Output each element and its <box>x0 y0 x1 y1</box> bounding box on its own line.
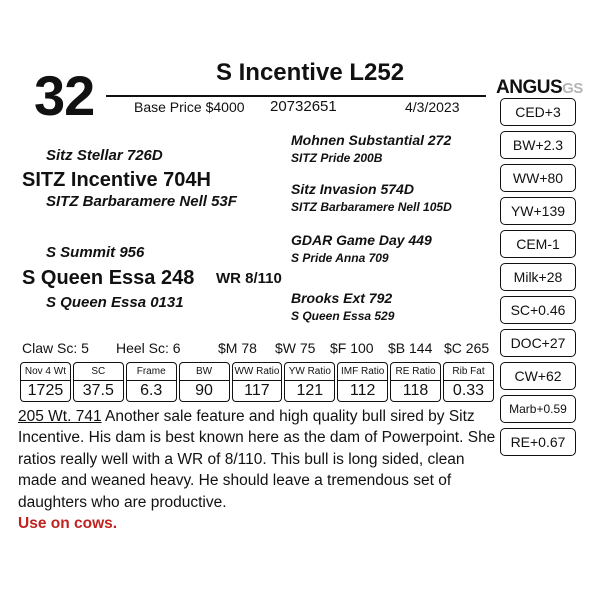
description-text: Another sale feature and high quality bull sired by Sitz Incentive. His dam is best known here as the dam of Powerpoint. She ratios really well with a WR of 8/110. This bull is long sided, clean made and weaned heavy. He should leave a tremendous set of daughters who are productive. <box>18 408 496 511</box>
lot-number: 32 <box>34 64 95 127</box>
value-cell: 0.33 <box>443 381 494 402</box>
epd-sc: SC+0.46 <box>500 296 576 324</box>
pedigree-right-name: Brooks Ext 792 <box>291 290 393 306</box>
performance-table <box>18 362 496 402</box>
index-w: $W 75 <box>275 340 316 356</box>
heel-score: Heel Sc: 6 <box>116 340 181 356</box>
pedigree-right-sub: SITZ Barbaramere Nell 105D <box>291 200 452 214</box>
epd-cw: CW+62 <box>500 362 576 390</box>
epd-yw: YW+139 <box>500 197 576 225</box>
performance-header-row <box>20 362 494 381</box>
title-divider <box>106 95 486 97</box>
pedigree-right-name: Sitz Invasion 574D <box>291 181 414 197</box>
index-c: $C 265 <box>444 340 490 356</box>
index-f: $F 100 <box>330 340 374 356</box>
header-cell: Nov 4 Wt <box>20 362 71 381</box>
pedigree-right-name: GDAR Game Day 449 <box>291 232 432 248</box>
header-cell: WW Ratio <box>232 362 283 381</box>
value-cell: 118 <box>390 381 441 402</box>
sire: SITZ Incentive 704H <box>22 169 211 191</box>
index-b: $B 144 <box>388 340 433 356</box>
value-cell: 117 <box>232 381 283 402</box>
epd-column <box>500 98 578 461</box>
header-cell: RE Ratio <box>390 362 441 381</box>
description <box>18 406 496 534</box>
epd-cem: CEM-1 <box>500 230 576 258</box>
header-cell: SC <box>73 362 124 381</box>
value-cell: 37.5 <box>73 381 124 402</box>
bull-name: S Incentive L252 <box>215 59 405 86</box>
use-recommendation: Use on cows. <box>18 514 118 532</box>
value-cell: 6.3 <box>126 381 177 402</box>
weaning-ratio: WR 8/110 <box>216 270 282 287</box>
epd-bw: BW+2.3 <box>500 131 576 159</box>
header-cell: Frame <box>126 362 177 381</box>
dam-dam: S Queen Essa 0131 <box>46 294 184 311</box>
value-cell: 112 <box>337 381 388 402</box>
pedigree-right-sub: S Pride Anna 709 <box>291 251 389 265</box>
pedigree-right-sub: S Queen Essa 529 <box>291 309 395 323</box>
index-m: $M 78 <box>218 340 257 356</box>
header-cell: Rib Fat <box>443 362 494 381</box>
epd-ww: WW+80 <box>500 164 576 192</box>
dam: S Queen Essa 248 <box>22 267 195 289</box>
epd-milk: Milk+28 <box>500 263 576 291</box>
angus-gs-logo: ANGUSGS <box>496 77 583 98</box>
epd-ced: CED+3 <box>500 98 576 126</box>
header-cell: IMF Ratio <box>337 362 388 381</box>
value-cell: 90 <box>179 381 230 402</box>
registration-number: 20732651 <box>270 98 337 115</box>
performance-value-row <box>20 381 494 402</box>
claw-score: Claw Sc: 5 <box>22 340 89 356</box>
value-cell: 1725 <box>20 381 71 402</box>
weaning-weight: 205 Wt. 741 <box>18 408 102 425</box>
header-cell: BW <box>179 362 230 381</box>
pedigree-right-name: Mohnen Substantial 272 <box>291 132 452 148</box>
sire-dam: SITZ Barbaramere Nell 53F <box>46 193 237 210</box>
header-cell: YW Ratio <box>284 362 335 381</box>
base-price: Base Price $4000 <box>134 99 245 115</box>
epd-doc: DOC+27 <box>500 329 576 357</box>
value-cell: 121 <box>284 381 335 402</box>
epd-marb: Marb+0.59 <box>500 395 576 423</box>
dam-sire: S Summit 956 <box>46 244 145 261</box>
pedigree-right-sub: SITZ Pride 200B <box>291 151 383 165</box>
birth-date: 4/3/2023 <box>405 99 460 115</box>
epd-re: RE+0.67 <box>500 428 576 456</box>
sire-sire: Sitz Stellar 726D <box>46 147 163 164</box>
